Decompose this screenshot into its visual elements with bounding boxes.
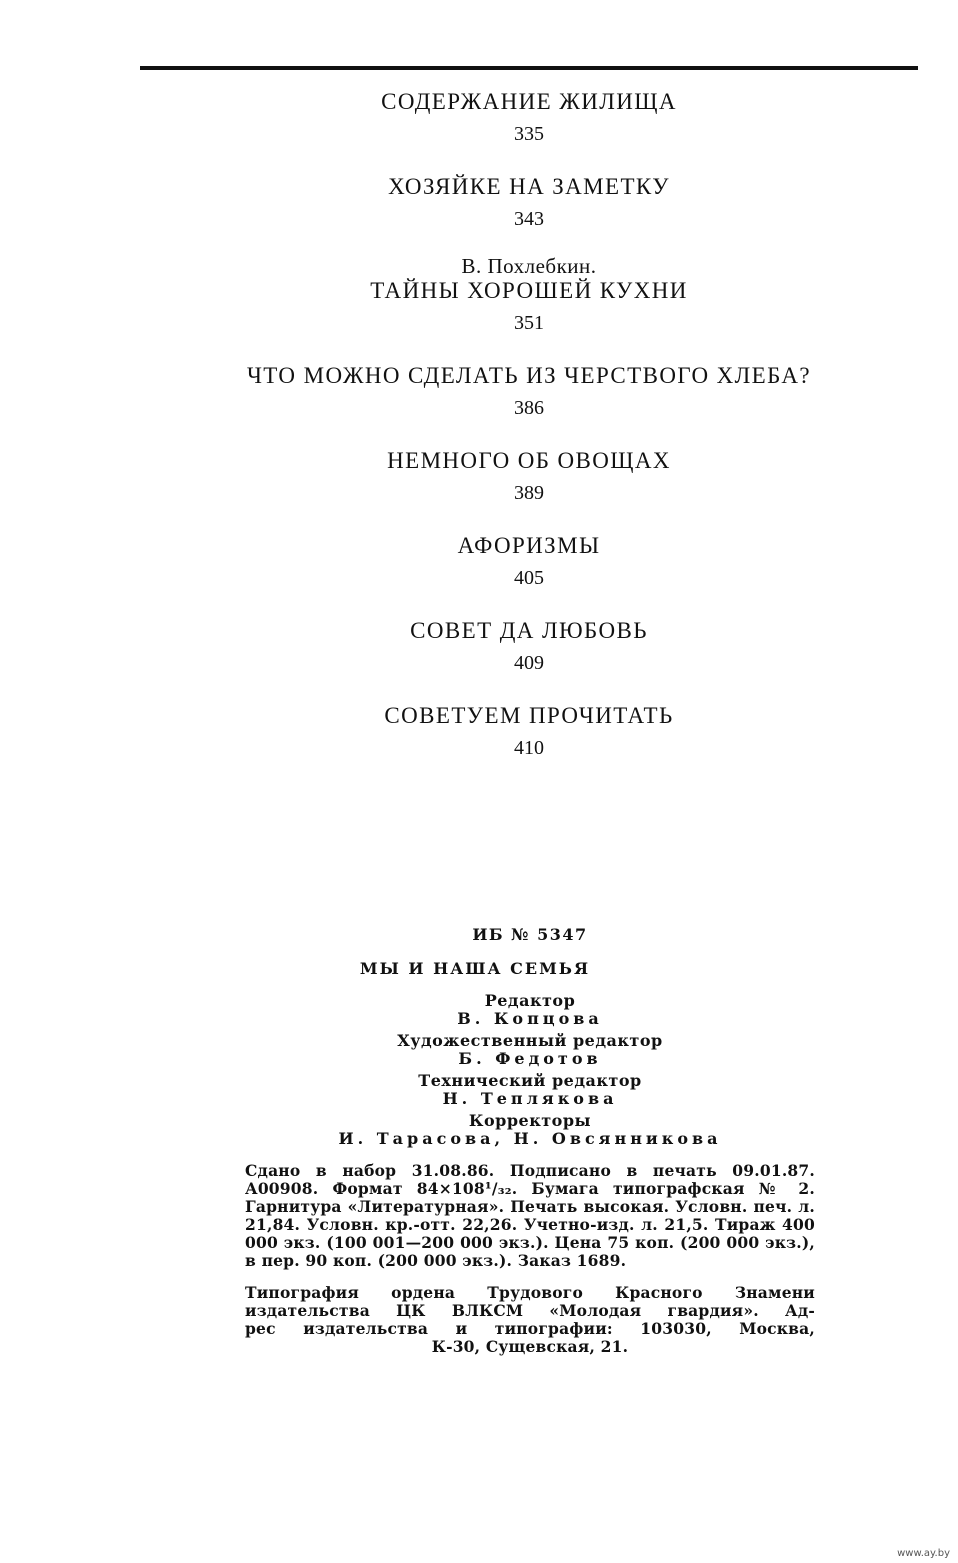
credit-names: И. Тарасова, Н. Овсянникова	[338, 1129, 722, 1148]
toc-entry-title: АФОРИЗМЫ	[457, 533, 601, 558]
toc-entry	[140, 617, 918, 675]
printer-line: Типография ордена Трудового Красного Знамени	[245, 1283, 815, 1302]
toc-entry-author: В. Похлебкин.	[461, 254, 597, 278]
toc-entry-page: 335	[514, 123, 544, 145]
toc-entry-title: ЧТО МОЖНО СДЕЛАТЬ ИЗ ЧЕРСТВОГО ХЛЕБА?	[246, 363, 812, 388]
publication-details: Сдано в набор 31.08.86. Подписано в печать 09.01.87. А00908. Формат 84×108¹/₃₂. Бумага типографская № 2. Гарнитура «Литературная». Печать высокая. Условн. печ. л. 21,84. Условн. кр.-отт. 22,26. Учетно-изд. л. 21,5. Тираж 400 000 экз. (100 001—200 000 экз.). Цена 75 коп. (200 000 экз.), в пер. 90 коп. (200 000 экз.). Заказ 1689.	[245, 1161, 815, 1270]
table-of-contents	[140, 88, 918, 760]
toc-entry-title: ХОЗЯЙКЕ НА ЗАМЕТКУ	[388, 174, 670, 199]
toc-entry-page: 409	[514, 652, 544, 674]
toc-entry-title: ТАЙНЫ ХОРОШЕЙ КУХНИ	[370, 278, 688, 303]
printer-line: издательства ЦК ВЛКСМ «Молодая гвардия». Ад-	[245, 1301, 815, 1320]
toc-entry-page: 351	[514, 312, 544, 334]
credit-role: Корректоры	[468, 1111, 592, 1130]
credit-role: Художественный редактор	[397, 1031, 663, 1050]
toc-entry-page: 343	[514, 208, 544, 230]
top-rule	[140, 66, 918, 70]
credit-group	[245, 1032, 815, 1068]
watermark: www.ay.by	[897, 1548, 950, 1559]
toc-entry-page: 389	[514, 482, 544, 504]
ib-number: ИБ № 5347	[472, 925, 588, 944]
printer-info	[245, 1284, 815, 1356]
credit-role: Технический редактор	[418, 1071, 642, 1090]
credit-names: Б. Федотов	[458, 1049, 602, 1068]
toc-entry-title: СОВЕТ ДА ЛЮБОВЬ	[410, 618, 648, 643]
credit-group	[245, 1112, 815, 1148]
credit-names: В. Копцова	[457, 1009, 603, 1028]
toc-entry	[140, 702, 918, 760]
credit-group	[245, 992, 815, 1028]
toc-entry	[140, 532, 918, 590]
toc-entry-title: СОВЕТУЕМ ПРОЧИТАТЬ	[384, 703, 674, 728]
toc-entry-title: НЕМНОГО ОБ ОВОЩАХ	[387, 448, 671, 473]
toc-entry-page: 410	[514, 737, 544, 759]
credits	[245, 992, 815, 1148]
credit-role: Редактор	[484, 991, 576, 1010]
credit-group	[245, 1072, 815, 1108]
book-title: МЫ И НАША СЕМЬЯ	[359, 959, 591, 978]
toc-entry	[140, 255, 918, 335]
printer-line: К-30, Сущевская, 21.	[431, 1337, 629, 1356]
imprint-block	[245, 924, 815, 1356]
credit-names: Н. Теплякова	[442, 1089, 618, 1108]
printer-line: рес издательства и типографии: 103030, Москва,	[245, 1319, 815, 1338]
toc-entry-page: 405	[514, 567, 544, 589]
toc-entry	[140, 447, 918, 505]
toc-entry-page: 386	[514, 397, 544, 419]
toc-entry	[140, 173, 918, 231]
toc-entry	[140, 362, 918, 420]
toc-entry-title: СОДЕРЖАНИЕ ЖИЛИЩА	[381, 89, 677, 114]
toc-entry	[140, 88, 918, 146]
